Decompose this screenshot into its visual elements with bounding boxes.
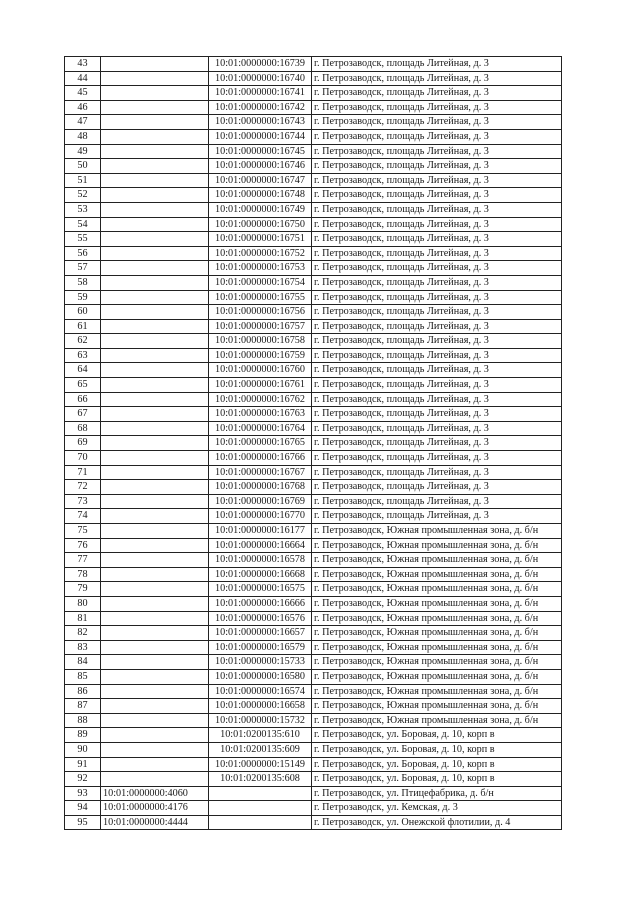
object-cadastral-number-cell: 10:01:0000000:16177 — [209, 524, 312, 539]
address-cell: г. Петрозаводск, площадь Литейная, д. 3 — [312, 451, 562, 466]
table-row — [65, 144, 562, 159]
land-cadastral-number-cell — [101, 202, 209, 217]
land-cadastral-number-cell — [101, 494, 209, 509]
row-number-cell: 83 — [65, 640, 101, 655]
object-cadastral-number-cell: 10:01:0000000:16763 — [209, 407, 312, 422]
row-number-cell: 50 — [65, 159, 101, 174]
table-row — [65, 173, 562, 188]
row-number-cell: 87 — [65, 699, 101, 714]
address-cell: г. Петрозаводск, Южная промышленная зона, д. б/н — [312, 713, 562, 728]
table-row — [65, 815, 562, 830]
row-number-cell: 90 — [65, 742, 101, 757]
table-row — [65, 772, 562, 787]
object-cadastral-number-cell: 10:01:0000000:16664 — [209, 538, 312, 553]
row-number-cell: 88 — [65, 713, 101, 728]
object-cadastral-number-cell: 10:01:0000000:16742 — [209, 100, 312, 115]
address-cell: г. Петрозаводск, площадь Литейная, д. 3 — [312, 173, 562, 188]
table-row — [65, 742, 562, 757]
row-number-cell: 84 — [65, 655, 101, 670]
row-number-cell: 95 — [65, 815, 101, 830]
land-cadastral-number-cell — [101, 480, 209, 495]
row-number-cell: 56 — [65, 246, 101, 261]
row-number-cell: 93 — [65, 786, 101, 801]
object-cadastral-number-cell: 10:01:0000000:16758 — [209, 334, 312, 349]
land-cadastral-number-cell — [101, 173, 209, 188]
address-cell: г. Петрозаводск, Южная промышленная зона, д. б/н — [312, 669, 562, 684]
table-row — [65, 465, 562, 480]
land-cadastral-number-cell — [101, 421, 209, 436]
address-cell: г. Петрозаводск, площадь Литейная, д. 3 — [312, 509, 562, 524]
object-cadastral-number-cell: 10:01:0000000:16748 — [209, 188, 312, 203]
address-cell: г. Петрозаводск, площадь Литейная, д. 3 — [312, 465, 562, 480]
address-cell: г. Петрозаводск, площадь Литейная, д. 3 — [312, 305, 562, 320]
row-number-cell: 92 — [65, 772, 101, 787]
address-cell: г. Петрозаводск, ул. Онежской флотилии, д. 4 — [312, 815, 562, 830]
object-cadastral-number-cell: 10:01:0000000:16764 — [209, 421, 312, 436]
table-row — [65, 553, 562, 568]
address-cell: г. Петрозаводск, площадь Литейная, д. 3 — [312, 436, 562, 451]
object-cadastral-number-cell: 10:01:0000000:15149 — [209, 757, 312, 772]
land-cadastral-number-cell — [101, 144, 209, 159]
address-cell: г. Петрозаводск, Южная промышленная зона, д. б/н — [312, 699, 562, 714]
object-cadastral-number-cell: 10:01:0000000:16770 — [209, 509, 312, 524]
table-row — [65, 480, 562, 495]
object-cadastral-number-cell: 10:01:0000000:16745 — [209, 144, 312, 159]
table-row — [65, 334, 562, 349]
object-cadastral-number-cell: 10:01:0000000:16574 — [209, 684, 312, 699]
object-cadastral-number-cell: 10:01:0000000:16752 — [209, 246, 312, 261]
object-cadastral-number-cell: 10:01:0000000:16766 — [209, 451, 312, 466]
table-row — [65, 159, 562, 174]
address-cell: г. Петрозаводск, площадь Литейная, д. 3 — [312, 363, 562, 378]
address-cell: г. Петрозаводск, ул. Боровая, д. 10, корп в — [312, 742, 562, 757]
row-number-cell: 80 — [65, 596, 101, 611]
land-cadastral-number-cell: 10:01:0000000:4444 — [101, 815, 209, 830]
land-cadastral-number-cell — [101, 451, 209, 466]
table-row — [65, 261, 562, 276]
land-cadastral-number-cell — [101, 538, 209, 553]
land-cadastral-number-cell — [101, 57, 209, 72]
table-row — [65, 509, 562, 524]
address-cell: г. Петрозаводск, площадь Литейная, д. 3 — [312, 232, 562, 247]
land-cadastral-number-cell — [101, 655, 209, 670]
table-row — [65, 363, 562, 378]
table-row — [65, 538, 562, 553]
land-cadastral-number-cell — [101, 261, 209, 276]
land-cadastral-number-cell — [101, 129, 209, 144]
row-number-cell: 66 — [65, 392, 101, 407]
table-row — [65, 71, 562, 86]
address-cell: г. Петрозаводск, площадь Литейная, д. 3 — [312, 86, 562, 101]
address-cell: г. Петрозаводск, ул. Боровая, д. 10, корп в — [312, 757, 562, 772]
object-cadastral-number-cell: 10:01:0000000:16767 — [209, 465, 312, 480]
table-row — [65, 407, 562, 422]
land-cadastral-number-cell — [101, 772, 209, 787]
land-cadastral-number-cell — [101, 596, 209, 611]
land-cadastral-number-cell — [101, 334, 209, 349]
address-cell: г. Петрозаводск, площадь Литейная, д. 3 — [312, 407, 562, 422]
land-cadastral-number-cell — [101, 757, 209, 772]
land-cadastral-number-cell — [101, 611, 209, 626]
object-cadastral-number-cell: 10:01:0000000:16760 — [209, 363, 312, 378]
land-cadastral-number-cell — [101, 742, 209, 757]
row-number-cell: 82 — [65, 626, 101, 641]
address-cell: г. Петрозаводск, Южная промышленная зона, д. б/н — [312, 553, 562, 568]
table-row — [65, 451, 562, 466]
land-cadastral-number-cell — [101, 363, 209, 378]
row-number-cell: 79 — [65, 582, 101, 597]
land-cadastral-number-cell — [101, 567, 209, 582]
object-cadastral-number-cell: 10:01:0000000:16762 — [209, 392, 312, 407]
table-row — [65, 524, 562, 539]
row-number-cell: 76 — [65, 538, 101, 553]
land-cadastral-number-cell — [101, 392, 209, 407]
row-number-cell: 75 — [65, 524, 101, 539]
land-cadastral-number-cell — [101, 713, 209, 728]
address-cell: г. Петрозаводск, площадь Литейная, д. 3 — [312, 57, 562, 72]
address-cell: г. Петрозаводск, площадь Литейная, д. 3 — [312, 392, 562, 407]
row-number-cell: 91 — [65, 757, 101, 772]
table-row — [65, 582, 562, 597]
row-number-cell: 61 — [65, 319, 101, 334]
object-cadastral-number-cell: 10:01:0000000:16754 — [209, 275, 312, 290]
row-number-cell: 67 — [65, 407, 101, 422]
land-cadastral-number-cell — [101, 319, 209, 334]
object-cadastral-number-cell: 10:01:0000000:16747 — [209, 173, 312, 188]
land-cadastral-number-cell — [101, 684, 209, 699]
table-row — [65, 611, 562, 626]
row-number-cell: 81 — [65, 611, 101, 626]
object-cadastral-number-cell: 10:01:0000000:16580 — [209, 669, 312, 684]
row-number-cell: 85 — [65, 669, 101, 684]
land-cadastral-number-cell — [101, 348, 209, 363]
row-number-cell: 59 — [65, 290, 101, 305]
row-number-cell: 44 — [65, 71, 101, 86]
address-cell: г. Петрозаводск, ул. Боровая, д. 10, корп в — [312, 728, 562, 743]
address-cell: г. Петрозаводск, площадь Литейная, д. 3 — [312, 290, 562, 305]
address-cell: г. Петрозаводск, площадь Литейная, д. 3 — [312, 421, 562, 436]
table-row — [65, 801, 562, 816]
table-row — [65, 305, 562, 320]
row-number-cell: 70 — [65, 451, 101, 466]
object-cadastral-number-cell: 10:01:0000000:16749 — [209, 202, 312, 217]
address-cell: г. Петрозаводск, Южная промышленная зона, д. б/н — [312, 626, 562, 641]
row-number-cell: 53 — [65, 202, 101, 217]
table-row — [65, 188, 562, 203]
table-row — [65, 684, 562, 699]
address-cell: г. Петрозаводск, площадь Литейная, д. 3 — [312, 159, 562, 174]
address-cell: г. Петрозаводск, площадь Литейная, д. 3 — [312, 261, 562, 276]
object-cadastral-number-cell: 10:01:0000000:16740 — [209, 71, 312, 86]
object-cadastral-number-cell: 10:01:0000000:16761 — [209, 378, 312, 393]
address-cell: г. Петрозаводск, площадь Литейная, д. 3 — [312, 217, 562, 232]
row-number-cell: 49 — [65, 144, 101, 159]
land-cadastral-number-cell — [101, 71, 209, 86]
object-cadastral-number-cell: 10:01:0000000:16750 — [209, 217, 312, 232]
object-cadastral-number-cell: 10:01:0000000:16755 — [209, 290, 312, 305]
address-cell: г. Петрозаводск, площадь Литейная, д. 3 — [312, 319, 562, 334]
object-cadastral-number-cell: 10:01:0000000:16756 — [209, 305, 312, 320]
land-cadastral-number-cell — [101, 626, 209, 641]
land-cadastral-number-cell — [101, 305, 209, 320]
table-row — [65, 655, 562, 670]
table-row — [65, 100, 562, 115]
table-row — [65, 421, 562, 436]
object-cadastral-number-cell: 10:01:0000000:16579 — [209, 640, 312, 655]
land-cadastral-number-cell — [101, 436, 209, 451]
address-cell: г. Петрозаводск, площадь Литейная, д. 3 — [312, 129, 562, 144]
row-number-cell: 48 — [65, 129, 101, 144]
object-cadastral-number-cell: 10:01:0000000:16578 — [209, 553, 312, 568]
table-row — [65, 567, 562, 582]
table-row — [65, 319, 562, 334]
object-cadastral-number-cell: 10:01:0200135:610 — [209, 728, 312, 743]
table-row — [65, 348, 562, 363]
table-row — [65, 275, 562, 290]
row-number-cell: 89 — [65, 728, 101, 743]
row-number-cell: 45 — [65, 86, 101, 101]
object-cadastral-number-cell — [209, 815, 312, 830]
table-row — [65, 217, 562, 232]
row-number-cell: 46 — [65, 100, 101, 115]
table-row — [65, 669, 562, 684]
land-cadastral-number-cell — [101, 728, 209, 743]
address-cell: г. Петрозаводск, ул. Кемская, д. 3 — [312, 801, 562, 816]
object-cadastral-number-cell: 10:01:0000000:16657 — [209, 626, 312, 641]
register-table-body — [65, 57, 562, 830]
row-number-cell: 47 — [65, 115, 101, 130]
object-cadastral-number-cell: 10:01:0000000:16743 — [209, 115, 312, 130]
address-cell: г. Петрозаводск, Южная промышленная зона, д. б/н — [312, 538, 562, 553]
address-cell: г. Петрозаводск, Южная промышленная зона, д. б/н — [312, 567, 562, 582]
address-cell: г. Петрозаводск, ул. Боровая, д. 10, корп в — [312, 772, 562, 787]
row-number-cell: 68 — [65, 421, 101, 436]
land-cadastral-number-cell — [101, 699, 209, 714]
row-number-cell: 72 — [65, 480, 101, 495]
address-cell: г. Петрозаводск, площадь Литейная, д. 3 — [312, 334, 562, 349]
table-row — [65, 392, 562, 407]
object-cadastral-number-cell: 10:01:0000000:16666 — [209, 596, 312, 611]
table-row — [65, 232, 562, 247]
address-cell: г. Петрозаводск, площадь Литейная, д. 3 — [312, 480, 562, 495]
land-cadastral-number-cell: 10:01:0000000:4060 — [101, 786, 209, 801]
land-cadastral-number-cell — [101, 290, 209, 305]
object-cadastral-number-cell: 10:01:0200135:609 — [209, 742, 312, 757]
address-cell: г. Петрозаводск, площадь Литейная, д. 3 — [312, 202, 562, 217]
object-cadastral-number-cell: 10:01:0000000:16769 — [209, 494, 312, 509]
address-cell: г. Петрозаводск, Южная промышленная зона, д. б/н — [312, 655, 562, 670]
address-cell: г. Петрозаводск, Южная промышленная зона, д. б/н — [312, 596, 562, 611]
land-cadastral-number-cell — [101, 669, 209, 684]
row-number-cell: 55 — [65, 232, 101, 247]
table-row — [65, 728, 562, 743]
table-row — [65, 290, 562, 305]
table-row — [65, 640, 562, 655]
row-number-cell: 77 — [65, 553, 101, 568]
row-number-cell: 51 — [65, 173, 101, 188]
table-row — [65, 129, 562, 144]
table-row — [65, 246, 562, 261]
object-cadastral-number-cell: 10:01:0000000:16739 — [209, 57, 312, 72]
object-cadastral-number-cell: 10:01:0000000:16668 — [209, 567, 312, 582]
table-row — [65, 494, 562, 509]
table-row — [65, 86, 562, 101]
object-cadastral-number-cell: 10:01:0000000:16759 — [209, 348, 312, 363]
row-number-cell: 52 — [65, 188, 101, 203]
land-cadastral-number-cell — [101, 640, 209, 655]
object-cadastral-number-cell: 10:01:0000000:15732 — [209, 713, 312, 728]
land-cadastral-number-cell — [101, 275, 209, 290]
land-cadastral-number-cell — [101, 553, 209, 568]
table-row — [65, 713, 562, 728]
land-cadastral-number-cell — [101, 246, 209, 261]
land-cadastral-number-cell — [101, 86, 209, 101]
row-number-cell: 60 — [65, 305, 101, 320]
row-number-cell: 73 — [65, 494, 101, 509]
land-cadastral-number-cell — [101, 378, 209, 393]
object-cadastral-number-cell: 10:01:0000000:16575 — [209, 582, 312, 597]
object-cadastral-number-cell: 10:01:0000000:16765 — [209, 436, 312, 451]
table-row — [65, 757, 562, 772]
land-cadastral-number-cell — [101, 115, 209, 130]
land-cadastral-number-cell — [101, 232, 209, 247]
row-number-cell: 71 — [65, 465, 101, 480]
object-cadastral-number-cell: 10:01:0000000:16751 — [209, 232, 312, 247]
address-cell: г. Петрозаводск, площадь Литейная, д. 3 — [312, 275, 562, 290]
address-cell: г. Петрозаводск, Южная промышленная зона, д. б/н — [312, 582, 562, 597]
table-row — [65, 57, 562, 72]
property-register-table — [64, 56, 562, 830]
address-cell: г. Петрозаводск, площадь Литейная, д. 3 — [312, 188, 562, 203]
row-number-cell: 43 — [65, 57, 101, 72]
address-cell: г. Петрозаводск, Южная промышленная зона, д. б/н — [312, 611, 562, 626]
land-cadastral-number-cell — [101, 159, 209, 174]
address-cell: г. Петрозаводск, площадь Литейная, д. 3 — [312, 71, 562, 86]
table-row — [65, 626, 562, 641]
land-cadastral-number-cell: 10:01:0000000:4176 — [101, 801, 209, 816]
address-cell: г. Петрозаводск, площадь Литейная, д. 3 — [312, 144, 562, 159]
object-cadastral-number-cell — [209, 801, 312, 816]
address-cell: г. Петрозаводск, площадь Литейная, д. 3 — [312, 494, 562, 509]
row-number-cell: 74 — [65, 509, 101, 524]
row-number-cell: 57 — [65, 261, 101, 276]
row-number-cell: 58 — [65, 275, 101, 290]
object-cadastral-number-cell: 10:01:0000000:15733 — [209, 655, 312, 670]
object-cadastral-number-cell: 10:01:0200135:608 — [209, 772, 312, 787]
row-number-cell: 86 — [65, 684, 101, 699]
land-cadastral-number-cell — [101, 407, 209, 422]
address-cell: г. Петрозаводск, площадь Литейная, д. 3 — [312, 378, 562, 393]
object-cadastral-number-cell: 10:01:0000000:16757 — [209, 319, 312, 334]
land-cadastral-number-cell — [101, 465, 209, 480]
land-cadastral-number-cell — [101, 100, 209, 115]
table-row — [65, 786, 562, 801]
row-number-cell: 63 — [65, 348, 101, 363]
land-cadastral-number-cell — [101, 509, 209, 524]
row-number-cell: 94 — [65, 801, 101, 816]
table-row — [65, 436, 562, 451]
table-row — [65, 115, 562, 130]
land-cadastral-number-cell — [101, 524, 209, 539]
table-row — [65, 596, 562, 611]
table-row — [65, 378, 562, 393]
row-number-cell: 54 — [65, 217, 101, 232]
address-cell: г. Петрозаводск, Южная промышленная зона, д. б/н — [312, 524, 562, 539]
object-cadastral-number-cell: 10:01:0000000:16741 — [209, 86, 312, 101]
address-cell: г. Петрозаводск, площадь Литейная, д. 3 — [312, 348, 562, 363]
object-cadastral-number-cell — [209, 786, 312, 801]
row-number-cell: 64 — [65, 363, 101, 378]
land-cadastral-number-cell — [101, 217, 209, 232]
address-cell: г. Петрозаводск, площадь Литейная, д. 3 — [312, 246, 562, 261]
table-row — [65, 699, 562, 714]
object-cadastral-number-cell: 10:01:0000000:16746 — [209, 159, 312, 174]
address-cell: г. Петрозаводск, ул. Птицефабрика, д. б/н — [312, 786, 562, 801]
row-number-cell: 62 — [65, 334, 101, 349]
address-cell: г. Петрозаводск, Южная промышленная зона, д. б/н — [312, 684, 562, 699]
object-cadastral-number-cell: 10:01:0000000:16744 — [209, 129, 312, 144]
object-cadastral-number-cell: 10:01:0000000:16768 — [209, 480, 312, 495]
address-cell: г. Петрозаводск, Южная промышленная зона, д. б/н — [312, 640, 562, 655]
land-cadastral-number-cell — [101, 582, 209, 597]
address-cell: г. Петрозаводск, площадь Литейная, д. 3 — [312, 100, 562, 115]
land-cadastral-number-cell — [101, 188, 209, 203]
object-cadastral-number-cell: 10:01:0000000:16658 — [209, 699, 312, 714]
table-row — [65, 202, 562, 217]
object-cadastral-number-cell: 10:01:0000000:16576 — [209, 611, 312, 626]
object-cadastral-number-cell: 10:01:0000000:16753 — [209, 261, 312, 276]
address-cell: г. Петрозаводск, площадь Литейная, д. 3 — [312, 115, 562, 130]
row-number-cell: 69 — [65, 436, 101, 451]
row-number-cell: 78 — [65, 567, 101, 582]
row-number-cell: 65 — [65, 378, 101, 393]
